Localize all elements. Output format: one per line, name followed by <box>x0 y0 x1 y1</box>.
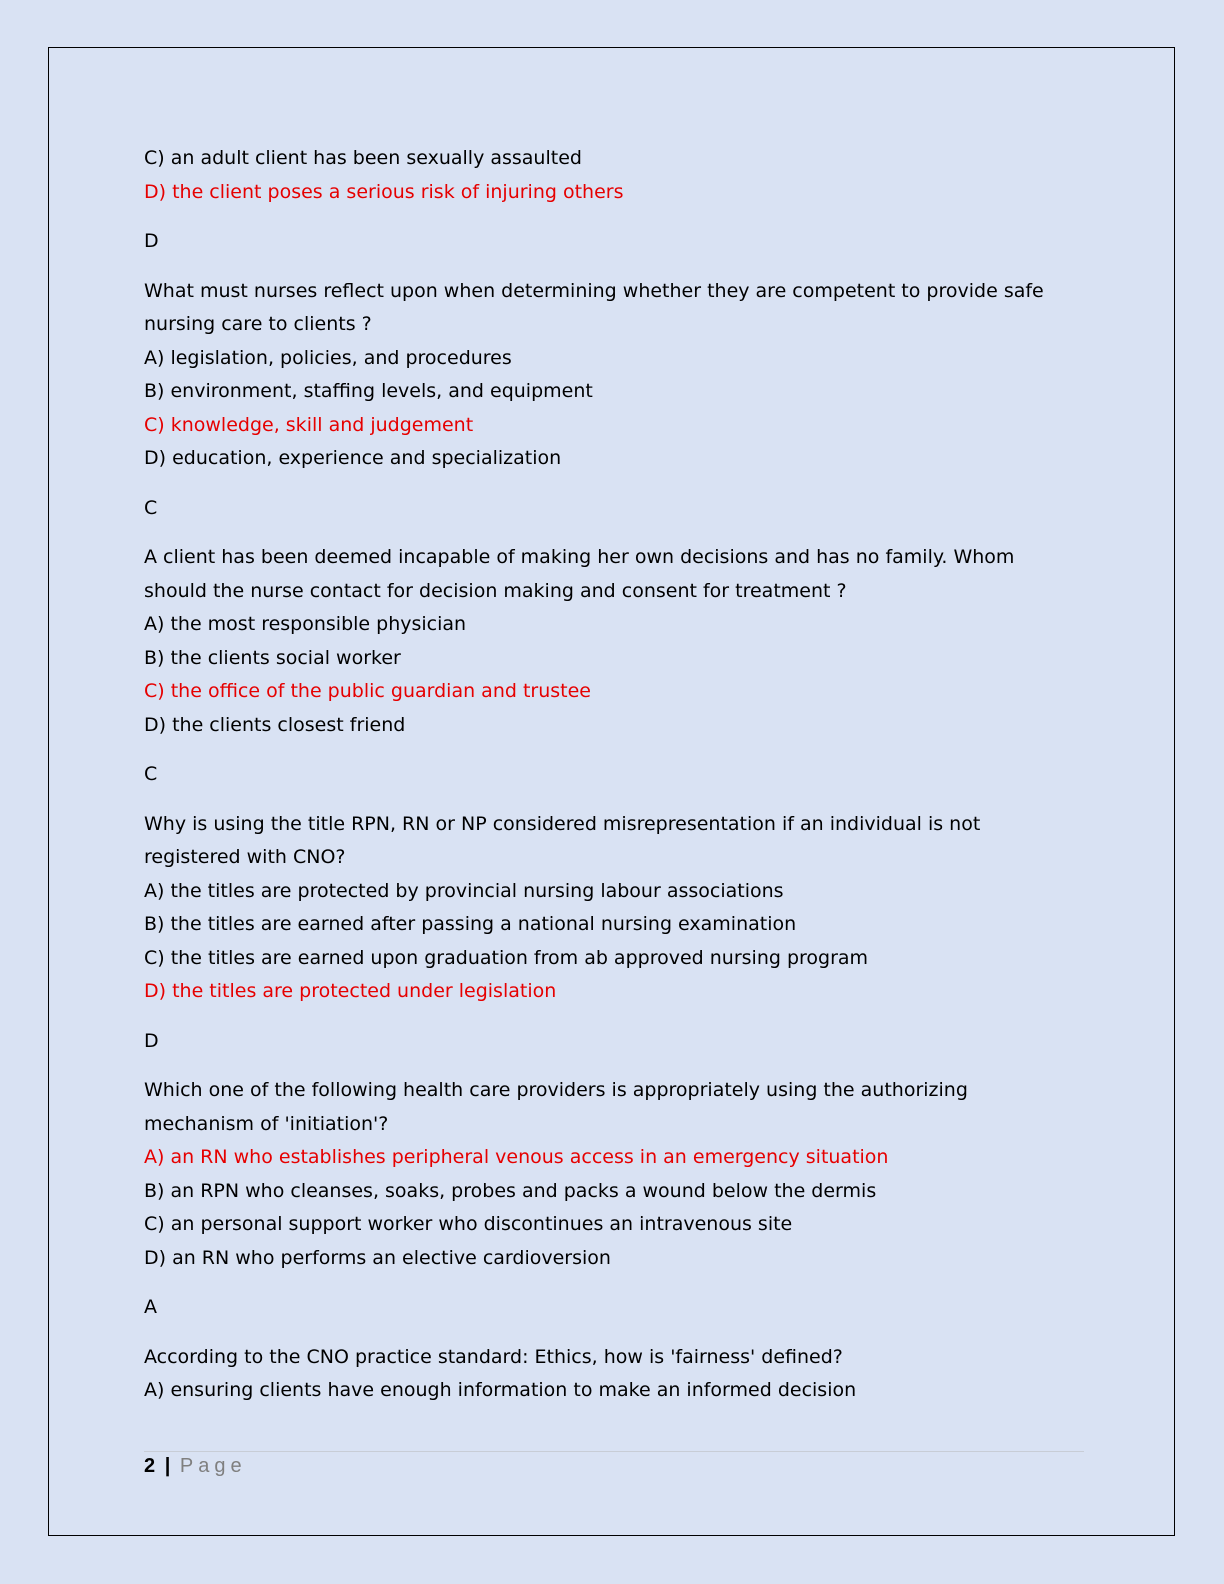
page-number: 2 <box>144 1455 156 1477</box>
question-text: Why is using the title RPN, RN or NP considered misrepresentation if an individual is not <box>144 812 981 835</box>
question-text: According to the CNO practice standard: Ethics, how is 'fairness' defined? <box>144 1345 843 1368</box>
question-text: A client has been deemed incapable of making her own decisions and has no family. Whom <box>144 546 1015 568</box>
paragraph-gap <box>144 259 1084 275</box>
paragraph-gap <box>144 1275 1084 1291</box>
footer-divider <box>144 1451 1084 1452</box>
paragraph-gap <box>144 525 1084 541</box>
page-label: Page <box>179 1455 247 1477</box>
paragraph-gap <box>144 1058 1084 1074</box>
correct-answer-option: A) an RN who establishes peripheral venous access in an emergency situation <box>144 1146 889 1168</box>
correct-answer-option: C) knowledge, skill and judgement <box>144 413 474 436</box>
answer-option: D) an RN who performs an elective cardioversion <box>144 1246 611 1269</box>
paragraph-gap <box>144 742 1084 758</box>
answer-option: A) the titles are protected by provincial nursing labour associations <box>144 879 784 902</box>
answer-option: C) an personal support worker who discontinues an intravenous site <box>144 1213 793 1235</box>
paragraph-gap <box>144 1009 1084 1025</box>
paragraph-gap <box>144 792 1084 808</box>
answer-key: A <box>144 1296 157 1318</box>
answer-option: A) legislation, policies, and procedures <box>144 346 512 369</box>
answer-option: B) an RPN who cleanses, soaks, probes and packs a wound below the dermis <box>144 1179 877 1202</box>
answer-option: C) an adult client has been sexually assaulted <box>144 147 582 169</box>
answer-option: B) the clients social worker <box>144 646 401 669</box>
correct-answer-option: D) the client poses a serious risk of injuring others <box>144 180 624 203</box>
paragraph-gap <box>144 209 1084 225</box>
answer-key: C <box>144 763 158 785</box>
answer-option: A) ensuring clients have enough information to make an informed decision <box>144 1379 857 1401</box>
answer-option: B) the titles are earned after passing a national nursing examination <box>144 913 797 935</box>
document-body <box>144 142 1084 1408</box>
question-text: What must nurses reflect upon when determining whether they are competent to provide safe <box>144 279 1044 302</box>
paragraph-gap <box>144 476 1084 492</box>
correct-answer-option: C) the office of the public guardian and trustee <box>144 680 591 702</box>
answer-key: D <box>144 1029 159 1052</box>
question-text: should the nurse contact for decision making and consent for treatment ? <box>144 579 847 602</box>
question-text: Which one of the following health care providers is appropriately using the authorizing <box>144 1079 968 1101</box>
answer-key: C <box>144 496 158 519</box>
paragraph-gap <box>144 1325 1084 1341</box>
answer-key: D <box>144 230 159 252</box>
page-footer <box>144 1455 247 1478</box>
answer-option: B) environment, staffing levels, and equipment <box>144 380 593 402</box>
question-text: mechanism of 'initiation'? <box>144 1112 389 1135</box>
question-text: registered with CNO? <box>144 846 346 868</box>
answer-option: C) the titles are earned upon graduation from ab approved nursing program <box>144 946 869 969</box>
answer-option: A) the most responsible physician <box>144 613 467 635</box>
question-text: nursing care to clients ? <box>144 313 372 335</box>
correct-answer-option: D) the titles are protected under legislation <box>144 980 557 1002</box>
answer-option: D) education, experience and specialization <box>144 447 562 469</box>
answer-option: D) the clients closest friend <box>144 713 406 736</box>
footer-separator: | <box>164 1455 171 1477</box>
